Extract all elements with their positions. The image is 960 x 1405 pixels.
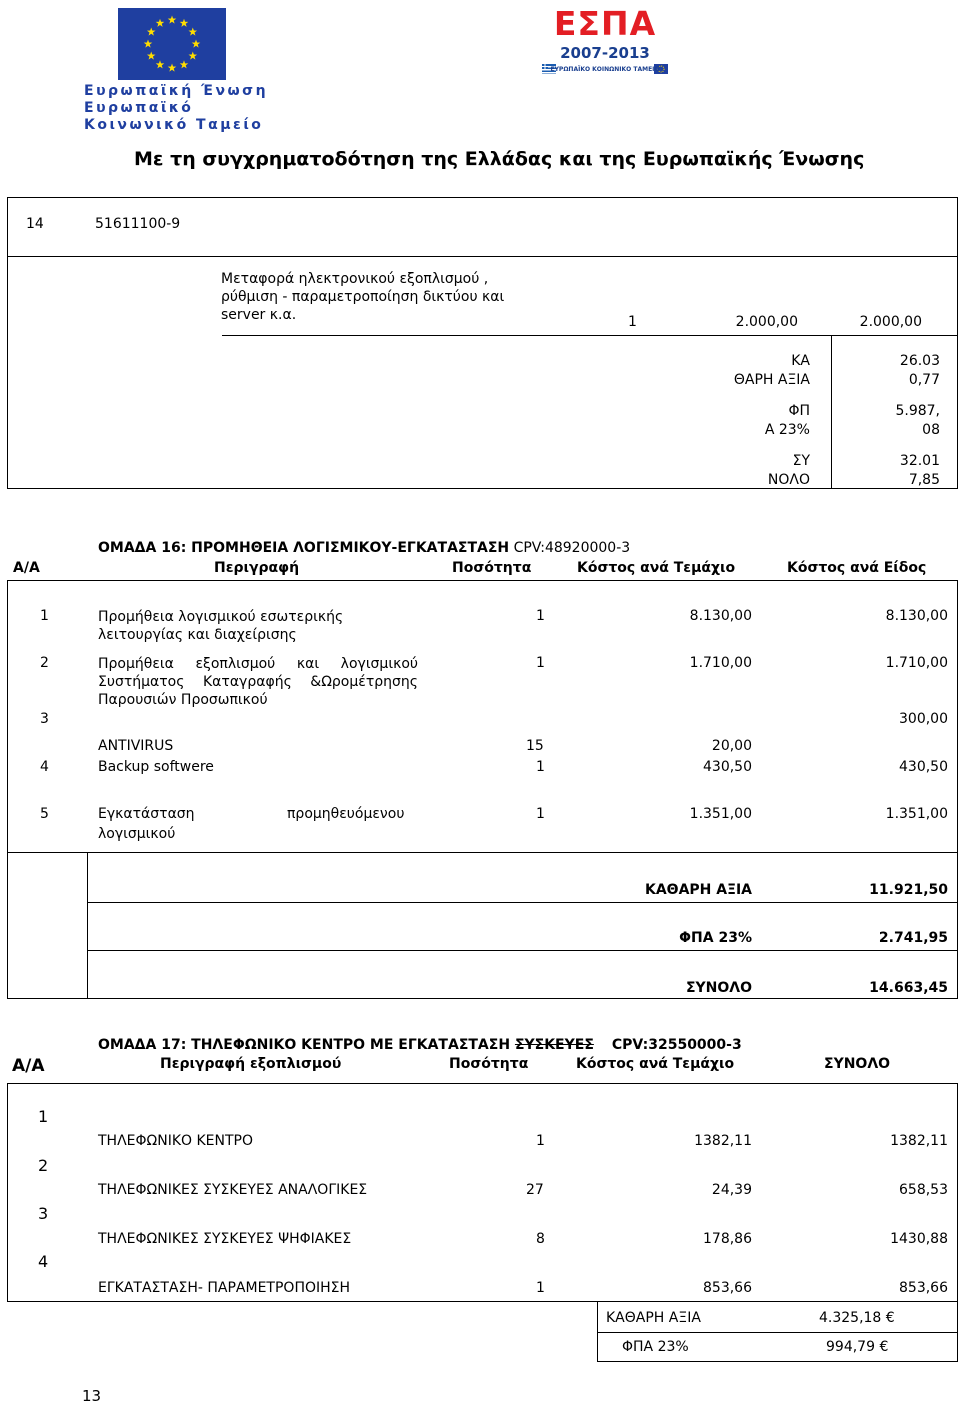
eu-flag-icon bbox=[118, 8, 226, 80]
row-num: 5 bbox=[40, 806, 49, 822]
row-total: 658,53 bbox=[899, 1182, 948, 1198]
cpv-code: 51611100-9 bbox=[95, 216, 181, 232]
header-aa: Α/Α bbox=[12, 1056, 45, 1076]
label-line: ΝΟΛΟ bbox=[767, 472, 810, 488]
row-num: 2 bbox=[38, 1156, 49, 1175]
label-line: ΣΥ bbox=[792, 453, 810, 469]
header-description: Περιγραφή bbox=[214, 560, 300, 576]
item-quantity: 1 bbox=[628, 314, 637, 330]
sum-value: 14.663,45 bbox=[869, 980, 948, 996]
item-unit-price: 2.000,00 bbox=[735, 314, 798, 330]
page-number: 13 bbox=[82, 1387, 102, 1405]
sum-label: ΣΥΝΟΛΟ bbox=[685, 980, 752, 996]
item-total: 2.000,00 bbox=[859, 314, 922, 330]
row-total: 1.351,00 bbox=[885, 806, 948, 822]
row-unit: 1382,11 bbox=[694, 1133, 752, 1149]
net-value-label: ΚΑΘΑΡΗ ΑΞΙΑ bbox=[645, 882, 752, 898]
value-line: 32.01 bbox=[899, 453, 940, 469]
header-item-cost: Κόστος ανά Είδος bbox=[787, 560, 927, 576]
label-line: ΘΑΡΗ ΑΞΙΑ bbox=[733, 372, 810, 388]
row-qty: 1 bbox=[536, 806, 545, 822]
vat-label: ΦΠΑ 23% bbox=[622, 1339, 689, 1355]
label-line: Α 23% bbox=[764, 422, 810, 438]
row-unit: 1.710,00 bbox=[689, 655, 752, 671]
eu-line-1: Ευρωπαϊκή Ένωση bbox=[84, 83, 269, 99]
value-line: 7,85 bbox=[908, 472, 940, 488]
header-unit-cost: Κόστος ανά Τεμάχιο bbox=[577, 560, 736, 576]
row-unit: 20,00 bbox=[711, 738, 752, 754]
row-desc: ANTIVIRUS bbox=[98, 738, 174, 754]
vat-value: 994,79 bbox=[826, 1339, 875, 1355]
row-desc bbox=[98, 655, 418, 709]
net-value: 11.921,50 bbox=[869, 882, 948, 898]
espa-years: 2007-2013 bbox=[560, 44, 650, 62]
row-unit: 178,86 bbox=[703, 1231, 752, 1247]
row-desc-cont: προμηθευόμενου bbox=[287, 806, 405, 822]
header-description: Περιγραφή εξοπλισμού bbox=[160, 1056, 342, 1072]
row-desc: ΕΓΚΑΤΑΣΤΑΣΗ- ΠΑΡΑΜΕΤΡΟΠΟΙΗΣΗ bbox=[98, 1280, 351, 1296]
net-value: 4.325,18 bbox=[819, 1310, 882, 1326]
row-number: 14 bbox=[26, 216, 44, 232]
value-line: 26.03 bbox=[899, 353, 940, 369]
group-17-title bbox=[98, 1037, 742, 1053]
euro-icon: € bbox=[885, 1310, 895, 1326]
desc-line: Συστήματος Καταγραφής &Ωρομέτρησης bbox=[98, 674, 418, 690]
value-line: 0,77 bbox=[908, 372, 940, 388]
group-16-title-text: ΟΜΑΔΑ 16: ΠΡΟΜΗΘΕΙΑ ΛΟΓΙΣΜΙΚΟΥ-ΕΓΚΑΤΑΣΤΑΣΗ bbox=[98, 540, 510, 556]
row-qty: 1 bbox=[536, 1280, 545, 1296]
row-num: 2 bbox=[40, 655, 49, 671]
row-num: 3 bbox=[40, 711, 49, 727]
espa-fund: ΕΥΡΩΠΑΪΚΟ ΚΟΙΝΩΝΙΚΟ ΤΑΜΕΙΟ bbox=[550, 66, 660, 73]
vat-value: 2.741,95 bbox=[878, 930, 948, 946]
row-desc: ΤΗΛΕΦΩΝΙΚΕΣ ΣΥΣΚΕΥΕΣ ΑΝΑΛΟΓΙΚΕΣ bbox=[98, 1182, 368, 1198]
desc-line: λειτουργίας και διαχείρισης bbox=[98, 627, 297, 643]
total-value-vat bbox=[860, 402, 940, 440]
row-desc bbox=[98, 608, 343, 644]
group-17-title-text: ΟΜΑΔΑ 17: ΤΗΛΕΦΩΝΙΚΟ ΚΕΝΤΡΟ ΜΕ ΕΓΚΑΤΑΣΤΑΣΗ bbox=[98, 1037, 515, 1053]
row-unit: 1.351,00 bbox=[689, 806, 752, 822]
espa-title: ΕΣΠΑ bbox=[553, 4, 657, 43]
row-desc: ΤΗΛΕΦΩΝΙΚΟ ΚΕΝΤΡΟ bbox=[98, 1133, 253, 1149]
eu-line-3: Κοινωνικό Ταμείο bbox=[84, 117, 264, 133]
group-16-cpv: CPV:48920000-3 bbox=[509, 540, 631, 556]
row-total: 853,66 bbox=[899, 1280, 948, 1296]
desc-line: Παρουσιών Προσωπικού bbox=[98, 692, 268, 708]
row-total: 1382,11 bbox=[890, 1133, 948, 1149]
row-unit: 8.130,00 bbox=[689, 608, 752, 624]
eu-line-2: Ευρωπαϊκό bbox=[84, 100, 194, 116]
row-num: 1 bbox=[38, 1107, 49, 1126]
row-desc-cont: λογισμικού bbox=[98, 826, 176, 842]
euro-icon: € bbox=[879, 1339, 889, 1355]
item-description bbox=[221, 270, 504, 324]
row-unit: 24,39 bbox=[711, 1182, 752, 1198]
desc-line: Μεταφορά ηλεκτρονικού εξοπλισμού , bbox=[221, 271, 489, 287]
group-16-title bbox=[98, 540, 630, 556]
eu-logo-text bbox=[84, 83, 268, 134]
espa-logo bbox=[540, 4, 670, 78]
row-num: 1 bbox=[40, 608, 49, 624]
row-total: 430,50 bbox=[899, 759, 948, 775]
row-qty: 1 bbox=[536, 655, 545, 671]
row-total: 300,00 bbox=[899, 711, 948, 727]
desc-line: server κ.α. bbox=[221, 307, 297, 323]
total-label-net bbox=[720, 352, 810, 390]
group-17-cpv: CPV:32550000-3 bbox=[611, 1037, 742, 1053]
row-qty: 1 bbox=[536, 608, 545, 624]
label-line: ΚΑ bbox=[791, 353, 810, 369]
row-unit: 430,50 bbox=[703, 759, 752, 775]
header-aa: Α/Α bbox=[13, 560, 40, 576]
net-value-cell bbox=[819, 1310, 895, 1326]
desc-line: Προμήθεια λογισμικού εσωτερικής bbox=[98, 609, 344, 625]
row-desc: ΤΗΛΕΦΩΝΙΚΕΣ ΣΥΣΚΕΥΕΣ ΨΗΦΙΑΚΕΣ bbox=[98, 1231, 352, 1247]
row-desc: Εγκατάσταση bbox=[98, 806, 195, 822]
vat-label: ΦΠΑ 23% bbox=[679, 930, 752, 946]
row-total: 1.710,00 bbox=[885, 655, 948, 671]
header-quantity: Ποσότητα bbox=[452, 560, 532, 576]
total-value-sum bbox=[860, 452, 940, 490]
desc-line: ρύθμιση - παραμετροποίηση δικτύου και bbox=[221, 289, 505, 305]
row-qty: 1 bbox=[536, 1133, 545, 1149]
row-qty: 15 bbox=[526, 738, 544, 754]
row-num: 4 bbox=[38, 1252, 49, 1271]
value-line: 08 bbox=[922, 422, 940, 438]
row-qty: 8 bbox=[536, 1231, 545, 1247]
vat-value-cell bbox=[826, 1339, 888, 1355]
cofunding-statement: Με τη συγχρηματοδότηση της Ελλάδας και της Ευρωπαϊκής Ένωσης bbox=[134, 148, 865, 170]
row-qty: 1 bbox=[536, 759, 545, 775]
row-desc: Backup softwere bbox=[98, 759, 214, 775]
row-total: 1430,88 bbox=[890, 1231, 948, 1247]
total-label-vat bbox=[720, 402, 810, 440]
net-value-label: ΚΑΘΑΡΗ ΑΞΙΑ bbox=[606, 1310, 701, 1326]
row-qty: 27 bbox=[526, 1182, 544, 1198]
row-num: 4 bbox=[40, 759, 49, 775]
total-value-net bbox=[860, 352, 940, 390]
header-quantity: Ποσότητα bbox=[449, 1056, 529, 1072]
header-total: ΣΥΝΟΛΟ bbox=[824, 1056, 891, 1072]
header-unit-cost: Κόστος ανά Τεμάχιο bbox=[576, 1056, 735, 1072]
value-line: 5.987, bbox=[895, 403, 940, 419]
group-17-title-strike: ΣΥΣΚΕΥΕΣ bbox=[514, 1037, 594, 1053]
row-num: 3 bbox=[38, 1204, 49, 1223]
desc-line: Προμήθεια εξοπλισμού και λογισμικού bbox=[98, 656, 418, 672]
row-unit: 853,66 bbox=[703, 1280, 752, 1296]
total-label-sum bbox=[720, 452, 810, 490]
label-line: ΦΠ bbox=[788, 403, 810, 419]
row-total: 8.130,00 bbox=[885, 608, 948, 624]
